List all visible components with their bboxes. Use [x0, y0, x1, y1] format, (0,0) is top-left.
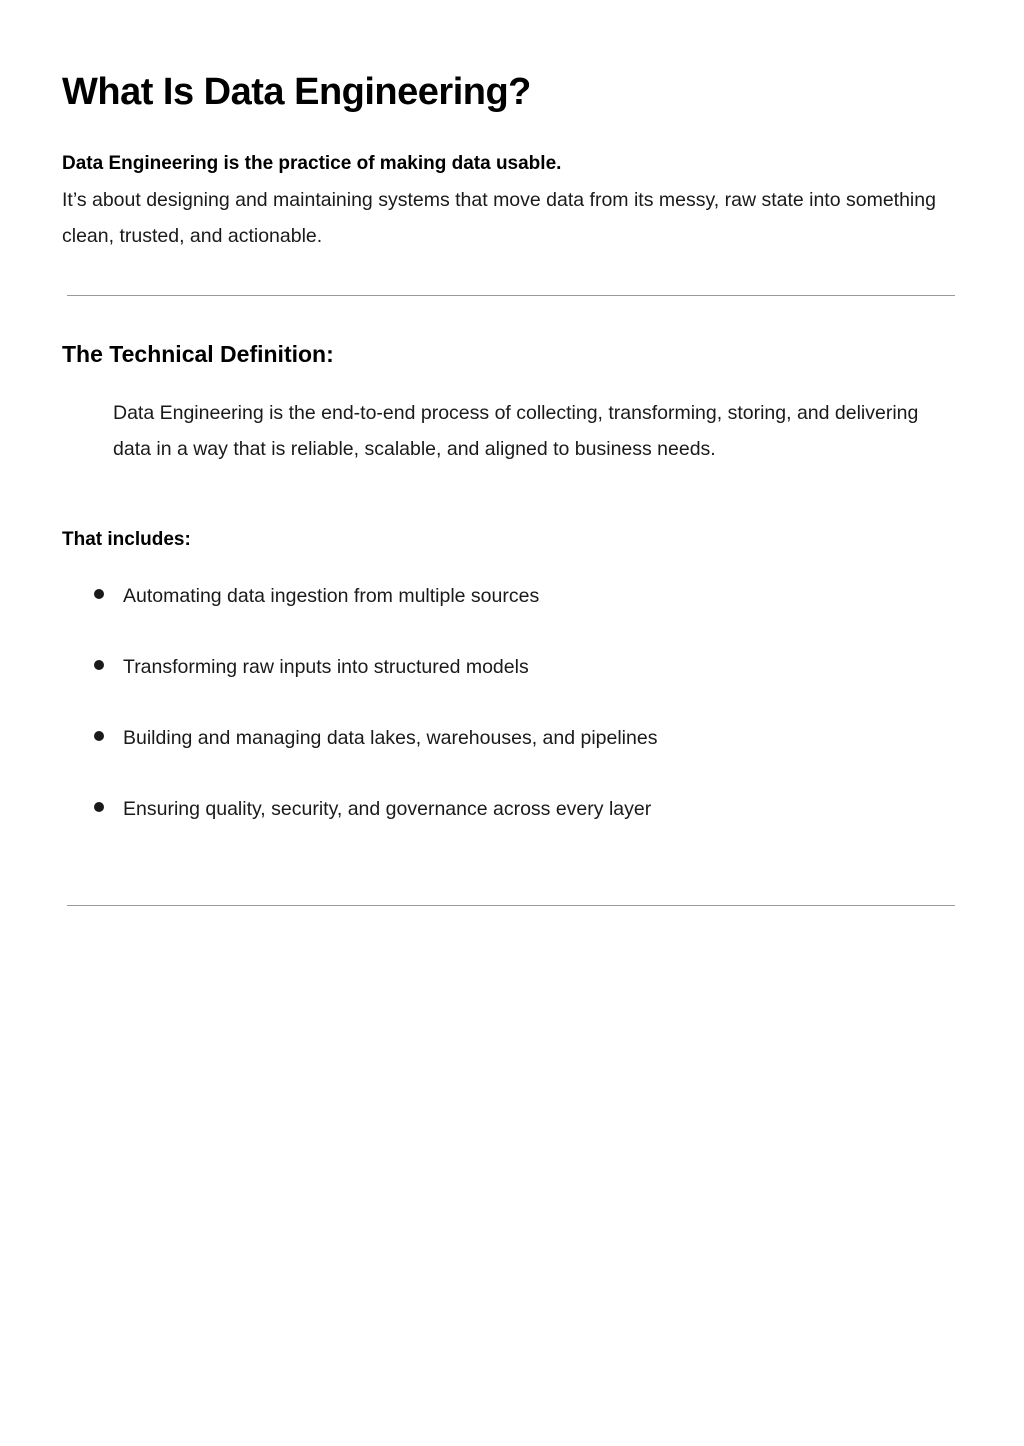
- list-item-text: Transforming raw inputs into structured models: [123, 656, 529, 678]
- divider-top: [67, 295, 955, 296]
- list-item: [0, 791, 900, 862]
- includes-heading: That includes:: [62, 529, 191, 550]
- list-item: [0, 649, 900, 720]
- bullet-icon: [94, 660, 104, 670]
- technical-definition-heading: The Technical Definition:: [62, 341, 334, 367]
- list-item-text: Automating data ingestion from multiple sources: [123, 585, 540, 607]
- bullet-icon: [94, 589, 104, 599]
- list-item-text: Building and managing data lakes, warehouses, and pipelines: [123, 727, 658, 749]
- intro-paragraph: It’s about designing and maintaining systems that move data from its messy, raw state into something clean, trusted, and actionable.: [62, 189, 936, 247]
- page-title: What Is Data Engineering?: [62, 71, 531, 113]
- technical-definition-text: Data Engineering is the end-to-end process of collecting, transforming, storing, and delivering data in a way that is reliable, scalable, and aligned to business needs.: [113, 402, 919, 460]
- lead-statement: Data Engineering is the practice of making data usable.: [62, 153, 562, 174]
- bullet-icon: [94, 802, 104, 812]
- list-item: [0, 578, 900, 649]
- includes-list: [0, 578, 900, 862]
- divider-bottom: [67, 905, 955, 906]
- list-item: [0, 720, 900, 791]
- list-item-text: Ensuring quality, security, and governance across every layer: [123, 798, 652, 820]
- bullet-icon: [94, 731, 104, 741]
